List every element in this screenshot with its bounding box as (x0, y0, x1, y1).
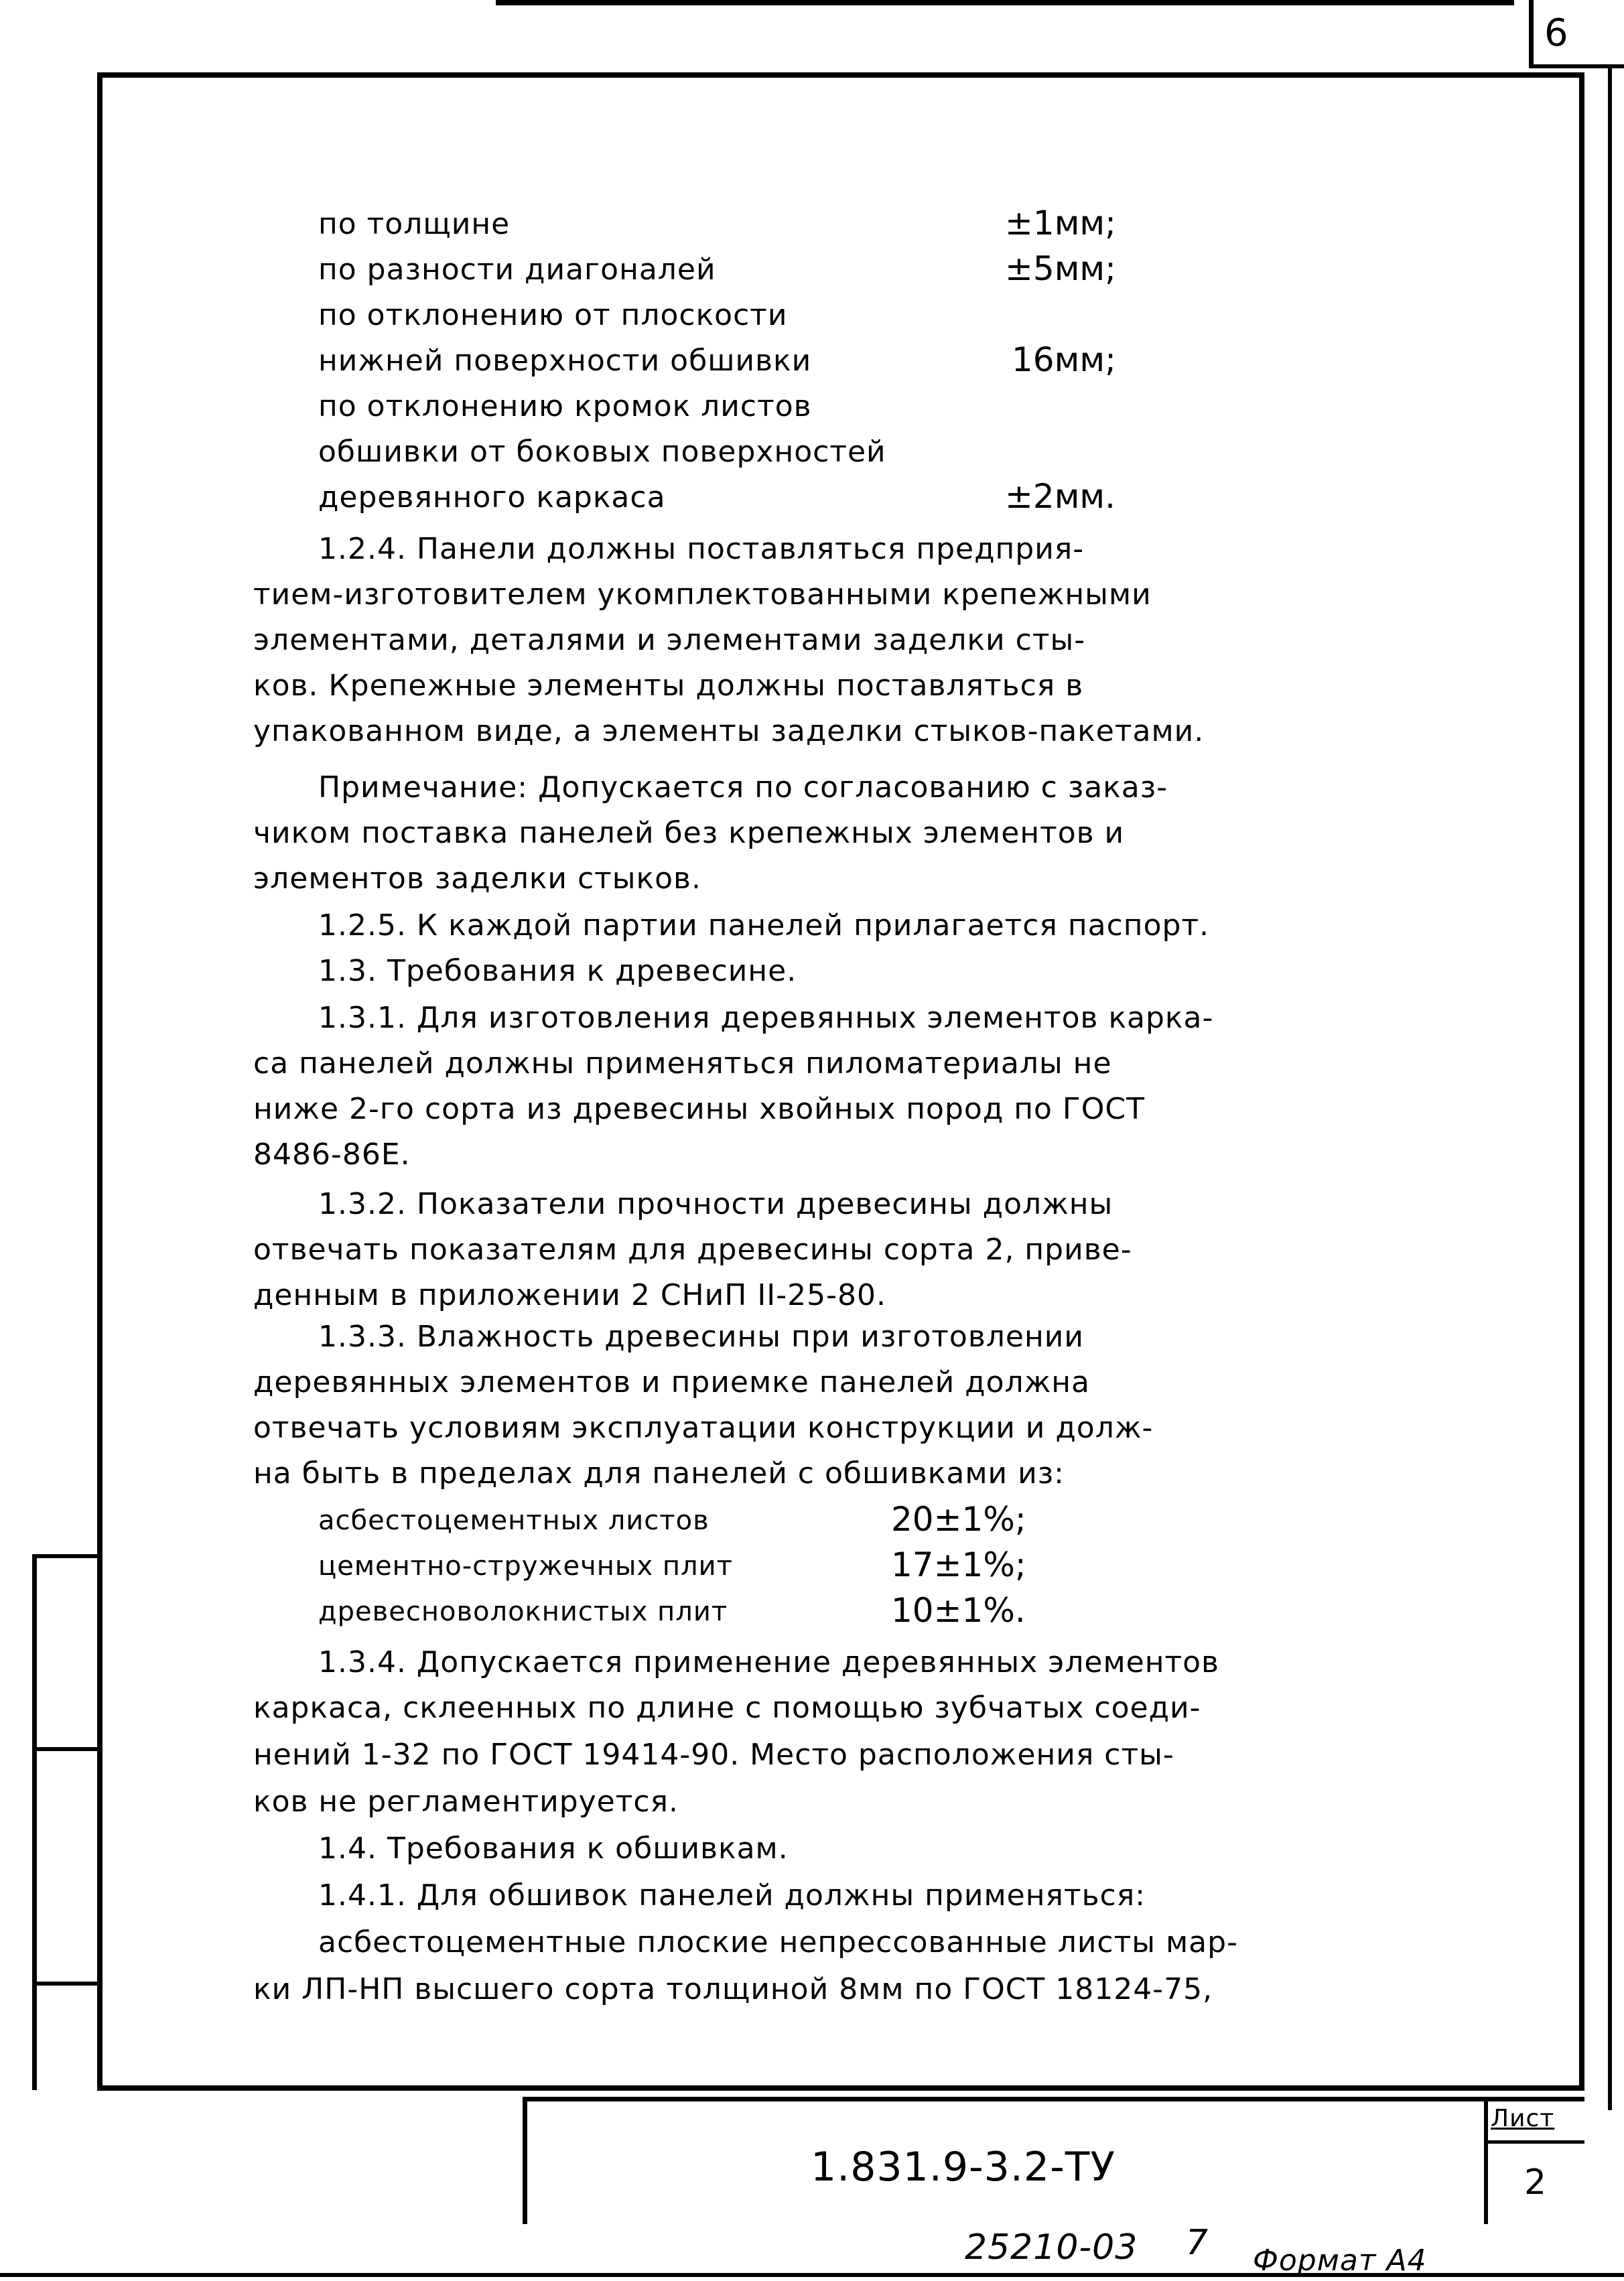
binding-row-2 (32, 1747, 99, 1751)
body2-line-8: ки ЛП-НП высшего сорта толщиной 8мм по ГОСТ 18124-75, (253, 1972, 1213, 2006)
top-edge-line (496, 0, 1514, 5)
tolerance-value-1: ±1мм; (1005, 204, 1116, 243)
moisture-label-3: древесноволокнистых плит (318, 1596, 728, 1627)
moisture-label-2: цементно-стружечных плит (318, 1551, 733, 1582)
tolerance-label-7: деревянного каркаса (318, 480, 666, 514)
body-line-13: ниже 2-го сорта из древесины хвойных пород по ГОСТ (253, 1092, 1145, 1126)
corner-page-number: 6 (1544, 11, 1569, 55)
moisture-value-2: 17±1%; (891, 1545, 1026, 1584)
tolerance-label-1: по толщине (318, 207, 511, 241)
stamp-sheet-number: 2 (1524, 2162, 1548, 2203)
tolerance-label-4: нижней поверхности обшивки (318, 344, 812, 378)
body2-line-3: нений 1-32 по ГОСТ 19414-90. Место расположения сты- (253, 1738, 1174, 1772)
tolerance-value-2: ±5мм; (1005, 249, 1116, 288)
body-line-1: 1.2.4. Панели должны поставляться предприя- (318, 532, 1085, 566)
footer-format: Формат А4 (1253, 2243, 1427, 2278)
tolerance-value-7: ±2мм. (1005, 477, 1116, 516)
body2-line-2: каркаса, склеенных по длине с помощью зубчатых соеди- (253, 1691, 1201, 1725)
body-line-12: са панелей должны применяться пиломатериалы не (253, 1046, 1112, 1081)
body2-line-4: ков не регламентируется. (253, 1785, 679, 1819)
body-line-19: деревянных элементов и приемке панелей должна (253, 1365, 1090, 1399)
corner-box-left (1529, 0, 1534, 67)
moisture-value-3: 10±1%. (891, 1591, 1026, 1630)
body-line-3: элементами, деталями и элементами заделки сты- (253, 623, 1086, 657)
body-line-5: упакованном виде, а элементы заделки стыков-пакетами. (253, 714, 1205, 748)
stamp-sheet-label: Лист (1491, 2105, 1555, 2132)
body-line-8: элементов заделки стыков. (253, 861, 701, 896)
body-line-4: ков. Крепежные элементы должны поставляться в (253, 669, 1084, 703)
body2-line-5: 1.4. Требования к обшивкам. (318, 1831, 789, 1866)
body-line-10: 1.3. Требования к древесине. (318, 954, 797, 988)
tolerance-label-2: по разности диагоналей (318, 253, 716, 287)
footer-inventory: 25210-03 (965, 2227, 1138, 2268)
body-line-20: отвечать условиям эксплуатации конструкции и долж- (253, 1411, 1154, 1445)
stamp-sheet-split (1484, 2140, 1584, 2144)
footer-copy-number: 7 (1186, 2223, 1209, 2263)
moisture-label-1: асбестоцементных листов (318, 1505, 709, 1536)
stamp-doc-code: 1.831.9-3.2-ТУ (811, 2144, 1115, 2191)
body2-line-1: 1.3.4. Допускается применение деревянных элементов (318, 1645, 1219, 1679)
body-line-2: тием-изготовителем укомплектованными крепежными (253, 577, 1152, 612)
body-line-9: 1.2.5. К каждой партии панелей прилагается паспорт. (318, 908, 1210, 943)
stamp-left-line (523, 2097, 527, 2224)
moisture-value-1: 20±1%; (891, 1500, 1026, 1539)
body-line-6: Примечание: Допускается по согласованию с заказ- (318, 770, 1168, 805)
binding-row-1 (32, 1554, 99, 1558)
body-line-14: 8486-86Е. (253, 1137, 411, 1172)
body2-line-7: асбестоцементные плоские непрессованные листы мар- (318, 1925, 1238, 1959)
tolerance-label-3: по отклонению от плоскости (318, 298, 788, 332)
body-line-15: 1.3.2. Показатели прочности древесины должны (318, 1187, 1113, 1221)
tolerance-value-4: 16мм; (1012, 340, 1116, 379)
body-line-18: 1.3.3. Влажность древесины при изготовлении (318, 1320, 1084, 1354)
stamp-sheet-divider (1484, 2097, 1488, 2224)
tolerance-label-6: обшивки от боковых поверхностей (318, 435, 886, 469)
body-line-21: на быть в пределах для панелей с обшивками из: (253, 1456, 1065, 1491)
binding-left-line (32, 1554, 37, 2090)
body-line-16: отвечать показателям для древесины сорта 2, приве- (253, 1233, 1132, 1267)
body2-line-6: 1.4.1. Для обшивок панелей должны применяться: (318, 1878, 1146, 1913)
body-line-17: денным в приложении 2 СНиП II-25-80. (253, 1278, 886, 1312)
binding-row-3 (32, 1982, 99, 1986)
right-outer-line (1608, 67, 1612, 2110)
body-line-7: чиком поставка панелей без крепежных элементов и (253, 816, 1125, 850)
stamp-top-line (523, 2097, 1584, 2101)
body-line-11: 1.3.1. Для изготовления деревянных элементов карка- (318, 1001, 1214, 1035)
tolerance-label-5: по отклонению кромок листов (318, 389, 812, 423)
